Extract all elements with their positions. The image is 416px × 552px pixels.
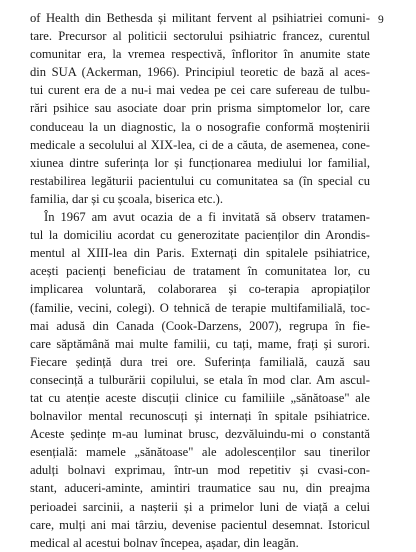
text-line: tat cu atenție aceste discuții clinice cu familiile „sănătoase" ale xyxy=(30,390,370,405)
text-line: În 1967 am avut ocazia de a fi invitată să observ tratamen- xyxy=(44,210,370,225)
page-number: 9 xyxy=(378,14,384,26)
text-line: medical al acestui bolnav începea, așadar, din leagăn. xyxy=(30,535,299,550)
text-line: esențială: mamele „sănătoase" ale adolescenților sau tinerilor xyxy=(30,445,370,460)
text-line: conduceau la un diagnostic, la o nosografie conformă moștenirii xyxy=(30,119,370,134)
text-line: xiunea dintre suferința lor și funcționarea mediului lor familial, xyxy=(30,155,370,170)
text-line: implicarea voluntară, colaborarea și co-terapia apropiaților xyxy=(30,282,370,297)
paragraph-1 xyxy=(30,9,370,208)
text-line: consecință a tulburării copilului, se etala în mod clar. Am ascul- xyxy=(30,372,370,387)
text-line: rări psihice sau asociate doar prin prisma simptomelor lor, care xyxy=(30,101,370,116)
text-line: Aceste ședințe m-au luminat brusc, dezvăluindu-mi o constantă xyxy=(30,427,370,442)
text-line: perioadei sarcinii, a nașterii și a primelor luni de viață a celui xyxy=(30,499,370,514)
text-line: comunitar era, la vremea respectivă, înfloritor în anumite state xyxy=(30,47,370,62)
text-line: tul la domiciliu acordat cu generozitate pacienților din Arondis- xyxy=(30,228,370,243)
text-line: of Health din Bethesda și militant fervent al psihiatriei comuni- xyxy=(30,11,370,25)
text-line: familia, dar și cu școala, biserica etc.). xyxy=(30,191,224,206)
text-line: adulți bolnavi exprimau, într-un mod repetitiv și cvasi-con- xyxy=(30,463,370,478)
text-line: mai adusă din Canada (Cook-Darzens, 2007), regrupa în fie- xyxy=(30,318,370,333)
text-line: tare. Precursor al politicii sectorului psihiatric francez, curentul xyxy=(30,29,370,44)
text-line: care săptămână mai multe familii, cu tați, mame, frați și surori. xyxy=(30,336,370,351)
text-line: care, mulți ani mai târziu, devenise pacientul desemnat. Istoricul xyxy=(30,517,370,532)
text-line: medicale a secolului al XIX-lea, ci de a căuta, de asemenea, cone- xyxy=(30,137,370,152)
text-line: acești pacienți beneficiau de tratament în comunitatea lor, cu xyxy=(30,264,370,279)
text-line: restabilirea legăturii pacientului cu comunitatea sa (în special cu xyxy=(30,173,370,188)
text-line: (familie, vecini, colegi). O tehnică de terapie multifamilială, toc- xyxy=(30,300,370,315)
text-line: bolnavilor mental recunoscuți și internați în spitale psihiatrice. xyxy=(30,409,370,424)
text-line: tui curent era de a nu-i mai vedea pe cei care sufereau de tulbu- xyxy=(30,83,370,98)
paragraph-2 xyxy=(30,208,370,552)
body-text xyxy=(30,9,370,552)
text-line: Fiecare ședință dura trei ore. Suferința familială, cauză sau xyxy=(30,354,370,369)
text-line: din SUA (Ackerman, 1966). Principiul teoretic de bază al aces- xyxy=(30,65,370,80)
text-line: mentul al XIII-lea din Paris. Externați din spitalele psihiatrice, xyxy=(30,246,370,261)
text-line: stant, aduceri-aminte, amintiri traumatice sau nu, din preajma xyxy=(30,481,370,496)
